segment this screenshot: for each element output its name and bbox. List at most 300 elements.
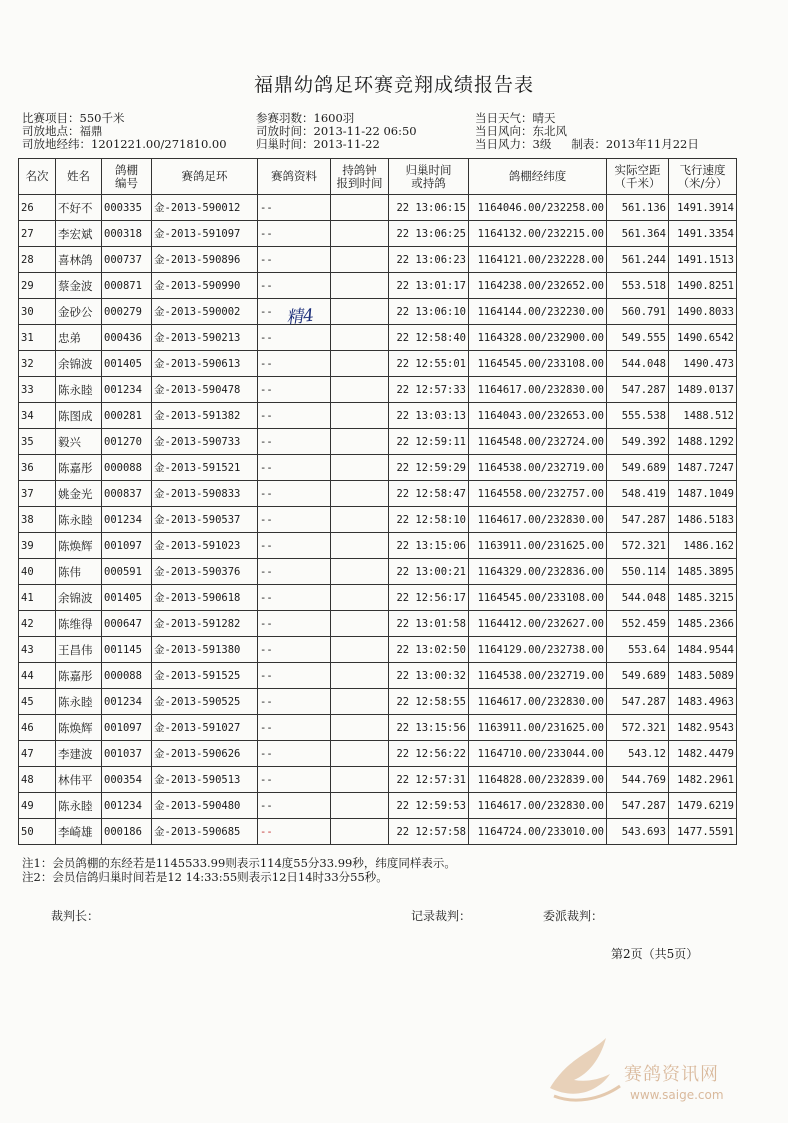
cell-data: -- — [258, 299, 331, 325]
watermark — [540, 1030, 770, 1110]
cell-coords: 1164548.00/232724.00 — [469, 429, 607, 455]
table-row — [19, 507, 737, 533]
cell-ring: 金-2013-590002 — [152, 299, 258, 325]
cell-distance: 561.244 — [607, 247, 669, 273]
table-row — [19, 481, 737, 507]
cell-clock — [331, 273, 389, 299]
cell-data: -- — [258, 767, 331, 793]
table-row — [19, 689, 737, 715]
table-row — [19, 403, 737, 429]
col-data: 赛鸽资料 — [258, 159, 331, 195]
wind-direction: 当日风向：东北风 — [475, 124, 567, 138]
entries: 参赛羽数：1600羽 — [256, 111, 355, 125]
table-row — [19, 455, 737, 481]
cell-data: -- — [258, 481, 331, 507]
cell-distance: 547.287 — [607, 689, 669, 715]
table-row — [19, 741, 737, 767]
cell-clock — [331, 715, 389, 741]
cell-distance: 547.287 — [607, 377, 669, 403]
info-left — [22, 112, 227, 151]
cell-speed: 1485.3895 — [669, 559, 737, 585]
cell-loft: 000335 — [102, 195, 152, 221]
cell-loft: 000088 — [102, 663, 152, 689]
cell-arrival: 22 12:58:10 — [389, 507, 469, 533]
table-header-row — [19, 159, 737, 195]
made-date: 制表：2013年11月22日 — [571, 137, 699, 151]
cell-coords: 1164617.00/232830.00 — [469, 689, 607, 715]
cell-data: -- — [258, 585, 331, 611]
cell-arrival: 22 13:00:21 — [389, 559, 469, 585]
cell-ring: 金-2013-590376 — [152, 559, 258, 585]
cell-distance: 572.321 — [607, 715, 669, 741]
cell-distance: 549.689 — [607, 455, 669, 481]
table-row — [19, 325, 737, 351]
cell-name: 王昌伟 — [56, 637, 102, 663]
table-row — [19, 195, 737, 221]
col-ring: 赛鸽足环 — [152, 159, 258, 195]
cell-rank: 31 — [19, 325, 56, 351]
cell-speed: 1491.3354 — [669, 221, 737, 247]
cell-ring: 金-2013-591382 — [152, 403, 258, 429]
results-table — [18, 158, 737, 845]
cell-loft: 000737 — [102, 247, 152, 273]
cell-name: 陈永睦 — [56, 377, 102, 403]
cell-ring: 金-2013-591027 — [152, 715, 258, 741]
cell-ring: 金-2013-590613 — [152, 351, 258, 377]
cell-coords: 1164545.00/233108.00 — [469, 351, 607, 377]
cell-loft: 000871 — [102, 273, 152, 299]
cell-coords: 1164538.00/232719.00 — [469, 455, 607, 481]
cell-name: 陈伟 — [56, 559, 102, 585]
cell-speed: 1491.1513 — [669, 247, 737, 273]
cell-clock — [331, 247, 389, 273]
cell-ring: 金-2013-591521 — [152, 455, 258, 481]
cell-distance: 547.287 — [607, 793, 669, 819]
cell-arrival: 22 12:57:33 — [389, 377, 469, 403]
cell-coords: 1164412.00/232627.00 — [469, 611, 607, 637]
cell-rank: 44 — [19, 663, 56, 689]
cell-ring: 金-2013-591380 — [152, 637, 258, 663]
cell-coords: 1164043.00/232653.00 — [469, 403, 607, 429]
weather: 当日天气：晴天 — [475, 111, 556, 125]
cell-arrival: 22 12:59:53 — [389, 793, 469, 819]
cell-rank: 36 — [19, 455, 56, 481]
cell-distance: 544.769 — [607, 767, 669, 793]
cell-loft: 001234 — [102, 689, 152, 715]
cell-distance: 555.538 — [607, 403, 669, 429]
cell-coords: 1164617.00/232830.00 — [469, 507, 607, 533]
cell-clock — [331, 377, 389, 403]
cell-loft: 001037 — [102, 741, 152, 767]
cell-data: -- — [258, 507, 331, 533]
cell-distance: 549.555 — [607, 325, 669, 351]
cell-speed: 1490.473 — [669, 351, 737, 377]
chief-judge-label: 裁判长： — [51, 909, 100, 923]
cell-ring: 金-2013-590513 — [152, 767, 258, 793]
cell-distance: 550.114 — [607, 559, 669, 585]
cell-arrival: 22 13:15:06 — [389, 533, 469, 559]
return-time: 归巢时间：2013-11-22 — [256, 137, 380, 151]
cell-arrival: 22 13:03:13 — [389, 403, 469, 429]
cell-clock — [331, 819, 389, 845]
cell-arrival: 22 13:15:56 — [389, 715, 469, 741]
cell-name: 陈嘉彤 — [56, 663, 102, 689]
cell-coords: 1164329.00/232836.00 — [469, 559, 607, 585]
cell-data: -- — [258, 741, 331, 767]
cell-name: 陈永睦 — [56, 689, 102, 715]
note-1: 注1：会员鸽棚的东经若是1145533.99则表示114度55分33.99秒，纬度同样表示。 — [22, 856, 456, 870]
cell-rank: 49 — [19, 793, 56, 819]
cell-coords: 1164545.00/233108.00 — [469, 585, 607, 611]
cell-loft: 001097 — [102, 715, 152, 741]
cell-coords: 1164129.00/232738.00 — [469, 637, 607, 663]
cell-data: -- — [258, 637, 331, 663]
cell-distance: 544.048 — [607, 351, 669, 377]
cell-distance: 560.791 — [607, 299, 669, 325]
cell-speed: 1487.1049 — [669, 481, 737, 507]
cell-arrival: 22 12:57:31 — [389, 767, 469, 793]
table-row — [19, 637, 737, 663]
cell-rank: 28 — [19, 247, 56, 273]
release-place: 司放地点：福鼎 — [22, 124, 103, 138]
cell-rank: 48 — [19, 767, 56, 793]
table-row — [19, 351, 737, 377]
cell-name: 林伟平 — [56, 767, 102, 793]
cell-clock — [331, 637, 389, 663]
cell-ring: 金-2013-591023 — [152, 533, 258, 559]
cell-loft: 001145 — [102, 637, 152, 663]
table-row — [19, 299, 737, 325]
watermark-url: www.saige.com — [630, 1088, 724, 1102]
delegate-judge-label: 委派裁判： — [543, 909, 604, 923]
cell-ring: 金-2013-590012 — [152, 195, 258, 221]
cell-loft: 001270 — [102, 429, 152, 455]
col-distance: 实际空距 （千米） — [607, 159, 669, 195]
cell-loft: 000318 — [102, 221, 152, 247]
cell-arrival: 22 12:56:17 — [389, 585, 469, 611]
cell-clock — [331, 585, 389, 611]
page-number: 第2页（共5页） — [611, 947, 699, 961]
cell-name: 陈焕辉 — [56, 533, 102, 559]
cell-arrival: 22 12:56:22 — [389, 741, 469, 767]
cell-data: -- — [258, 325, 331, 351]
cell-name: 陈永睦 — [56, 507, 102, 533]
cell-name: 李建波 — [56, 741, 102, 767]
cell-data: -- — [258, 403, 331, 429]
cell-loft: 001405 — [102, 351, 152, 377]
cell-rank: 40 — [19, 559, 56, 585]
col-arrival: 归巢时间 或持鸽 — [389, 159, 469, 195]
cell-data: -- — [258, 377, 331, 403]
cell-arrival: 22 13:06:25 — [389, 221, 469, 247]
wind-force-row — [475, 138, 699, 151]
note-2: 注2：会员信鸽归巢时间若是12 14:33:55则表示12日14时33分55秒。 — [22, 870, 388, 884]
cell-clock — [331, 741, 389, 767]
cell-clock — [331, 403, 389, 429]
cell-clock — [331, 689, 389, 715]
cell-data: -- — [258, 533, 331, 559]
cell-data: -- — [258, 195, 331, 221]
cell-distance: 543.12 — [607, 741, 669, 767]
cell-loft: 001234 — [102, 507, 152, 533]
cell-speed: 1485.3215 — [669, 585, 737, 611]
cell-speed: 1485.2366 — [669, 611, 737, 637]
cell-name: 蔡金波 — [56, 273, 102, 299]
table-row — [19, 767, 737, 793]
cell-ring: 金-2013-590478 — [152, 377, 258, 403]
cell-arrival: 22 13:00:32 — [389, 663, 469, 689]
cell-data: -- — [258, 819, 331, 845]
cell-clock — [331, 507, 389, 533]
cell-clock — [331, 559, 389, 585]
cell-loft: 001234 — [102, 793, 152, 819]
cell-rank: 47 — [19, 741, 56, 767]
cell-speed: 1489.0137 — [669, 377, 737, 403]
cell-speed: 1488.512 — [669, 403, 737, 429]
cell-rank: 26 — [19, 195, 56, 221]
cell-arrival: 22 13:02:50 — [389, 637, 469, 663]
cell-speed: 1490.8033 — [669, 299, 737, 325]
cell-name: 不好不 — [56, 195, 102, 221]
table-row — [19, 585, 737, 611]
cell-distance: 549.392 — [607, 429, 669, 455]
cell-speed: 1483.5089 — [669, 663, 737, 689]
cell-ring: 金-2013-590525 — [152, 689, 258, 715]
cell-rank: 50 — [19, 819, 56, 845]
cell-ring: 金-2013-590833 — [152, 481, 258, 507]
cell-speed: 1482.2961 — [669, 767, 737, 793]
cell-speed: 1484.9544 — [669, 637, 737, 663]
cell-rank: 32 — [19, 351, 56, 377]
info-middle — [256, 112, 417, 151]
cell-rank: 42 — [19, 611, 56, 637]
cell-coords: 1164121.00/232228.00 — [469, 247, 607, 273]
cell-rank: 39 — [19, 533, 56, 559]
cell-name: 李宏斌 — [56, 221, 102, 247]
cell-clock — [331, 221, 389, 247]
watermark-site-name: 赛鸽资讯网 — [624, 1064, 719, 1085]
cell-rank: 37 — [19, 481, 56, 507]
cell-name: 李崎雄 — [56, 819, 102, 845]
cell-distance: 547.287 — [607, 507, 669, 533]
cell-data: -- — [258, 689, 331, 715]
cell-data: -- — [258, 455, 331, 481]
cell-distance: 561.364 — [607, 221, 669, 247]
cell-speed: 1483.4963 — [669, 689, 737, 715]
cell-coords: 1164144.00/232230.00 — [469, 299, 607, 325]
cell-ring: 金-2013-591097 — [152, 221, 258, 247]
cell-coords: 1164046.00/232258.00 — [469, 195, 607, 221]
cell-arrival: 22 13:06:10 — [389, 299, 469, 325]
cell-distance: 548.419 — [607, 481, 669, 507]
cell-name: 陈永睦 — [56, 793, 102, 819]
table-row — [19, 247, 737, 273]
cell-data: -- — [258, 611, 331, 637]
cell-rank: 29 — [19, 273, 56, 299]
cell-arrival: 22 12:58:47 — [389, 481, 469, 507]
cell-name: 喜林鸽 — [56, 247, 102, 273]
cell-loft: 000281 — [102, 403, 152, 429]
cell-rank: 35 — [19, 429, 56, 455]
recorder-judge-label: 记录裁判： — [411, 909, 472, 923]
cell-loft: 000354 — [102, 767, 152, 793]
cell-speed: 1487.7247 — [669, 455, 737, 481]
cell-speed: 1491.3914 — [669, 195, 737, 221]
cell-clock — [331, 195, 389, 221]
cell-ring: 金-2013-590213 — [152, 325, 258, 351]
race-item: 比赛项目：550千米 — [22, 111, 125, 125]
cell-ring: 金-2013-590480 — [152, 793, 258, 819]
col-speed: 飞行速度 （米/分） — [669, 159, 737, 195]
cell-ring: 金-2013-591525 — [152, 663, 258, 689]
cell-data: -- — [258, 273, 331, 299]
wind-force: 当日风力：3级 — [475, 137, 552, 151]
cell-arrival: 22 12:55:01 — [389, 351, 469, 377]
cell-name: 陈图成 — [56, 403, 102, 429]
cell-clock — [331, 611, 389, 637]
cell-coords: 1163911.00/231625.00 — [469, 533, 607, 559]
cell-ring: 金-2013-590626 — [152, 741, 258, 767]
cell-ring: 金-2013-590618 — [152, 585, 258, 611]
cell-name: 陈焕辉 — [56, 715, 102, 741]
cell-name: 余锦波 — [56, 351, 102, 377]
cell-clock — [331, 351, 389, 377]
cell-arrival: 22 12:59:29 — [389, 455, 469, 481]
col-rank: 名次 — [19, 159, 56, 195]
col-coords: 鸽棚经纬度 — [469, 159, 607, 195]
cell-distance: 552.459 — [607, 611, 669, 637]
cell-ring: 金-2013-590537 — [152, 507, 258, 533]
cell-data: -- — [258, 247, 331, 273]
cell-data: -- — [258, 715, 331, 741]
cell-speed: 1477.5591 — [669, 819, 737, 845]
cell-loft: 001234 — [102, 377, 152, 403]
cell-speed: 1482.4479 — [669, 741, 737, 767]
table-row — [19, 715, 737, 741]
table-row — [19, 533, 737, 559]
handwritten-annotation: 精4 — [285, 305, 316, 329]
cell-coords: 1164617.00/232830.00 — [469, 793, 607, 819]
cell-coords: 1164132.00/232215.00 — [469, 221, 607, 247]
cell-distance: 549.689 — [607, 663, 669, 689]
info-right — [475, 112, 699, 151]
col-name: 姓名 — [56, 159, 102, 195]
page-title: 福鼎幼鸽足环赛竞翔成绩报告表 — [253, 74, 534, 96]
cell-clock — [331, 767, 389, 793]
cell-data: -- — [258, 429, 331, 455]
cell-rank: 43 — [19, 637, 56, 663]
cell-rank: 30 — [19, 299, 56, 325]
cell-arrival: 22 12:57:58 — [389, 819, 469, 845]
table-row — [19, 221, 737, 247]
table-row — [19, 663, 737, 689]
cell-coords: 1164538.00/232719.00 — [469, 663, 607, 689]
col-loft: 鸽棚 编号 — [102, 159, 152, 195]
table-row — [19, 819, 737, 845]
cell-loft: 000647 — [102, 611, 152, 637]
cell-loft: 001097 — [102, 533, 152, 559]
cell-arrival: 22 13:06:15 — [389, 195, 469, 221]
cell-coords: 1164238.00/232652.00 — [469, 273, 607, 299]
cell-rank: 34 — [19, 403, 56, 429]
cell-loft: 000591 — [102, 559, 152, 585]
table-row — [19, 273, 737, 299]
cell-distance: 561.136 — [607, 195, 669, 221]
cell-loft: 000088 — [102, 455, 152, 481]
cell-name: 忠弟 — [56, 325, 102, 351]
table-row — [19, 611, 737, 637]
cell-speed: 1486.5183 — [669, 507, 737, 533]
cell-clock — [331, 299, 389, 325]
cell-data: -- — [258, 221, 331, 247]
cell-clock — [331, 325, 389, 351]
cell-name: 陈维得 — [56, 611, 102, 637]
cell-loft: 000837 — [102, 481, 152, 507]
cell-arrival: 22 12:58:55 — [389, 689, 469, 715]
cell-loft: 000436 — [102, 325, 152, 351]
cell-rank: 33 — [19, 377, 56, 403]
cell-data: -- — [258, 351, 331, 377]
cell-distance: 543.693 — [607, 819, 669, 845]
cell-speed: 1490.6542 — [669, 325, 737, 351]
cell-loft: 000186 — [102, 819, 152, 845]
table-row — [19, 429, 737, 455]
cell-data: -- — [258, 559, 331, 585]
cell-ring: 金-2013-591282 — [152, 611, 258, 637]
cell-coords: 1164724.00/233010.00 — [469, 819, 607, 845]
cell-coords: 1164710.00/233044.00 — [469, 741, 607, 767]
cell-arrival: 22 13:06:23 — [389, 247, 469, 273]
table-row — [19, 377, 737, 403]
cell-data: -- — [258, 663, 331, 689]
cell-arrival: 22 12:58:40 — [389, 325, 469, 351]
cell-rank: 27 — [19, 221, 56, 247]
table-row — [19, 793, 737, 819]
cell-speed: 1479.6219 — [669, 793, 737, 819]
cell-loft: 001405 — [102, 585, 152, 611]
cell-rank: 45 — [19, 689, 56, 715]
cell-coords: 1164828.00/232839.00 — [469, 767, 607, 793]
cell-name: 姚金光 — [56, 481, 102, 507]
cell-clock — [331, 429, 389, 455]
cell-distance: 544.048 — [607, 585, 669, 611]
cell-clock — [331, 481, 389, 507]
cell-coords: 1164617.00/232830.00 — [469, 377, 607, 403]
cell-speed: 1486.162 — [669, 533, 737, 559]
cell-ring: 金-2013-590685 — [152, 819, 258, 845]
cell-arrival: 22 12:59:11 — [389, 429, 469, 455]
cell-distance: 572.321 — [607, 533, 669, 559]
cell-clock — [331, 533, 389, 559]
cell-coords: 1164558.00/232757.00 — [469, 481, 607, 507]
cell-speed: 1482.9543 — [669, 715, 737, 741]
col-clock: 持鸽钟 报到时间 — [331, 159, 389, 195]
cell-clock — [331, 663, 389, 689]
cell-data: -- — [258, 793, 331, 819]
cell-coords: 1164328.00/232900.00 — [469, 325, 607, 351]
table-row — [19, 559, 737, 585]
cell-speed: 1490.8251 — [669, 273, 737, 299]
cell-rank: 41 — [19, 585, 56, 611]
cell-name: 余锦波 — [56, 585, 102, 611]
cell-speed: 1488.1292 — [669, 429, 737, 455]
cell-ring: 金-2013-590896 — [152, 247, 258, 273]
cell-loft: 000279 — [102, 299, 152, 325]
release-coords: 司放地经纬：1201221.00/271810.00 — [22, 137, 227, 151]
release-time: 司放时间：2013-11-22 06:50 — [256, 124, 417, 138]
cell-distance: 553.518 — [607, 273, 669, 299]
cell-name: 陈嘉彤 — [56, 455, 102, 481]
